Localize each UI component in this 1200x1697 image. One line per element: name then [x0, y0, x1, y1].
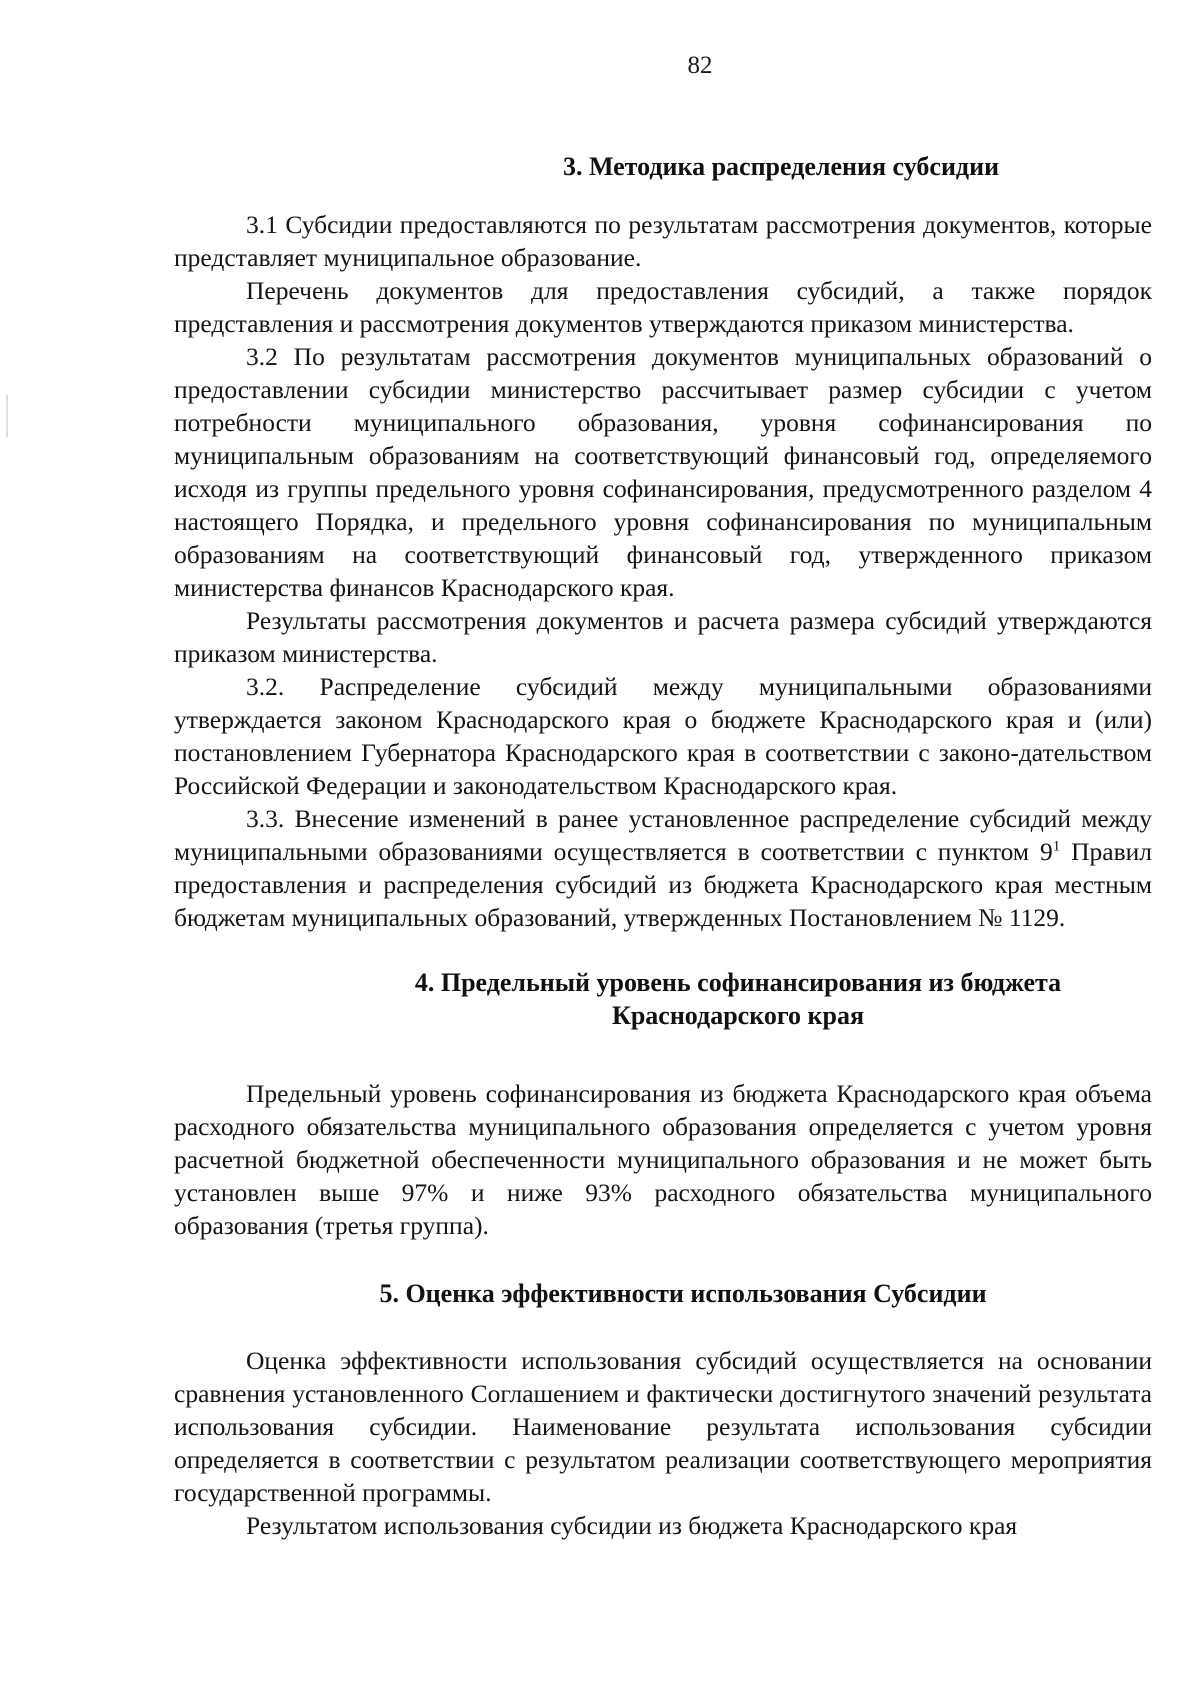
- section-3-paragraph: [174, 802, 1152, 934]
- section-3-paragraph: 3.2 По результатам рассмотрения документов муниципальных образований о предоставлении субсидии министерство рассчитывает размер субсидии с учетом потребности муниципального образования, уровня софинансирования по муниципальным образованиям на соответствующий финансовый год, определяемого исходя из группы предельного уровня софинансирования, предусмотренного разделом 4 настоящего Порядка, и предельного уровня софинансирования по муниципальным образованиям на соответствующий финансовый год, утвержденного приказом министерства финансов Краснодарского края.: [174, 342, 1152, 602]
- section-5-paragraph: Результатом использования субсидии из бюджета Краснодарского края: [246, 1511, 1018, 1540]
- section-4: [174, 966, 1152, 1242]
- section-3: [174, 150, 1152, 934]
- section-3-paragraph: 3.2. Распределение субсидий между муниципальными образованиями утверждается законом Краснодарского края о бюджете Краснодарского края и (или) постановлением Губернатора Краснодарского края в соответствии с законо-дательством Российской Федерации и законодательством Краснодарского края.: [174, 672, 1152, 800]
- section-3-paragraph: 3.1 Субсидии предоставляются по результатам рассмотрения документов, которые представляет муниципальное образование.: [174, 210, 1152, 272]
- superscript-index: 1: [1052, 838, 1061, 855]
- section-4-paragraph: Предельный уровень софинансирования из бюджета Краснодарского края объема расходного обязательства муниципального образования определяется с учетом уровня расчетной бюджетной обеспеченности муниципального образования и не может быть установлен выше 97% и ниже 93% расходного обязательства муниципального образования (третья группа).: [174, 1079, 1152, 1240]
- paragraph-text: 3.3. Внесение изменений в ранее установленное распределение субсидий между муниципальными образованиями осуществляется в соответствии с пунктом 9: [174, 804, 1152, 866]
- paragraph-text: Правил предоставления и распределения субсидий из бюджета Краснодарского края местным бюджетам муниципальных образований, утвержденных Постановлением № 1129.: [174, 837, 1152, 932]
- scan-edge-mark: [6, 395, 8, 437]
- section-3-paragraph: Результаты рассмотрения документов и расчета размера субсидий утверждаются приказом министерства.: [174, 606, 1152, 668]
- section-4-heading-line: 4. Предельный уровень софинансирования из бюджета: [414, 968, 1062, 997]
- section-4-heading: [174, 966, 1152, 1032]
- section-3-heading: 3. Методика распределения субсидии: [562, 152, 1000, 181]
- section-3-paragraph: Перечень документов для предоставления субсидий, а также порядок представления и рассмотрения документов утверждаются приказом министерства.: [174, 276, 1152, 338]
- section-5-paragraph: Оценка эффективности использования субсидий осуществляется на основании сравнения установленного Соглашением и фактически достигнутого значений результата использования субсидии. Наименование результата использования субсидии определяется в соответствии с результатом реализации соответствующего мероприятия государственной программы.: [174, 1346, 1152, 1507]
- document-body: [174, 150, 1152, 1542]
- section-4-heading-line: Краснодарского края: [611, 1001, 865, 1030]
- page-number: 82: [687, 52, 713, 79]
- section-5: [174, 1277, 1152, 1542]
- section-5-heading: 5. Оценка эффективности использования Субсидии: [379, 1279, 987, 1308]
